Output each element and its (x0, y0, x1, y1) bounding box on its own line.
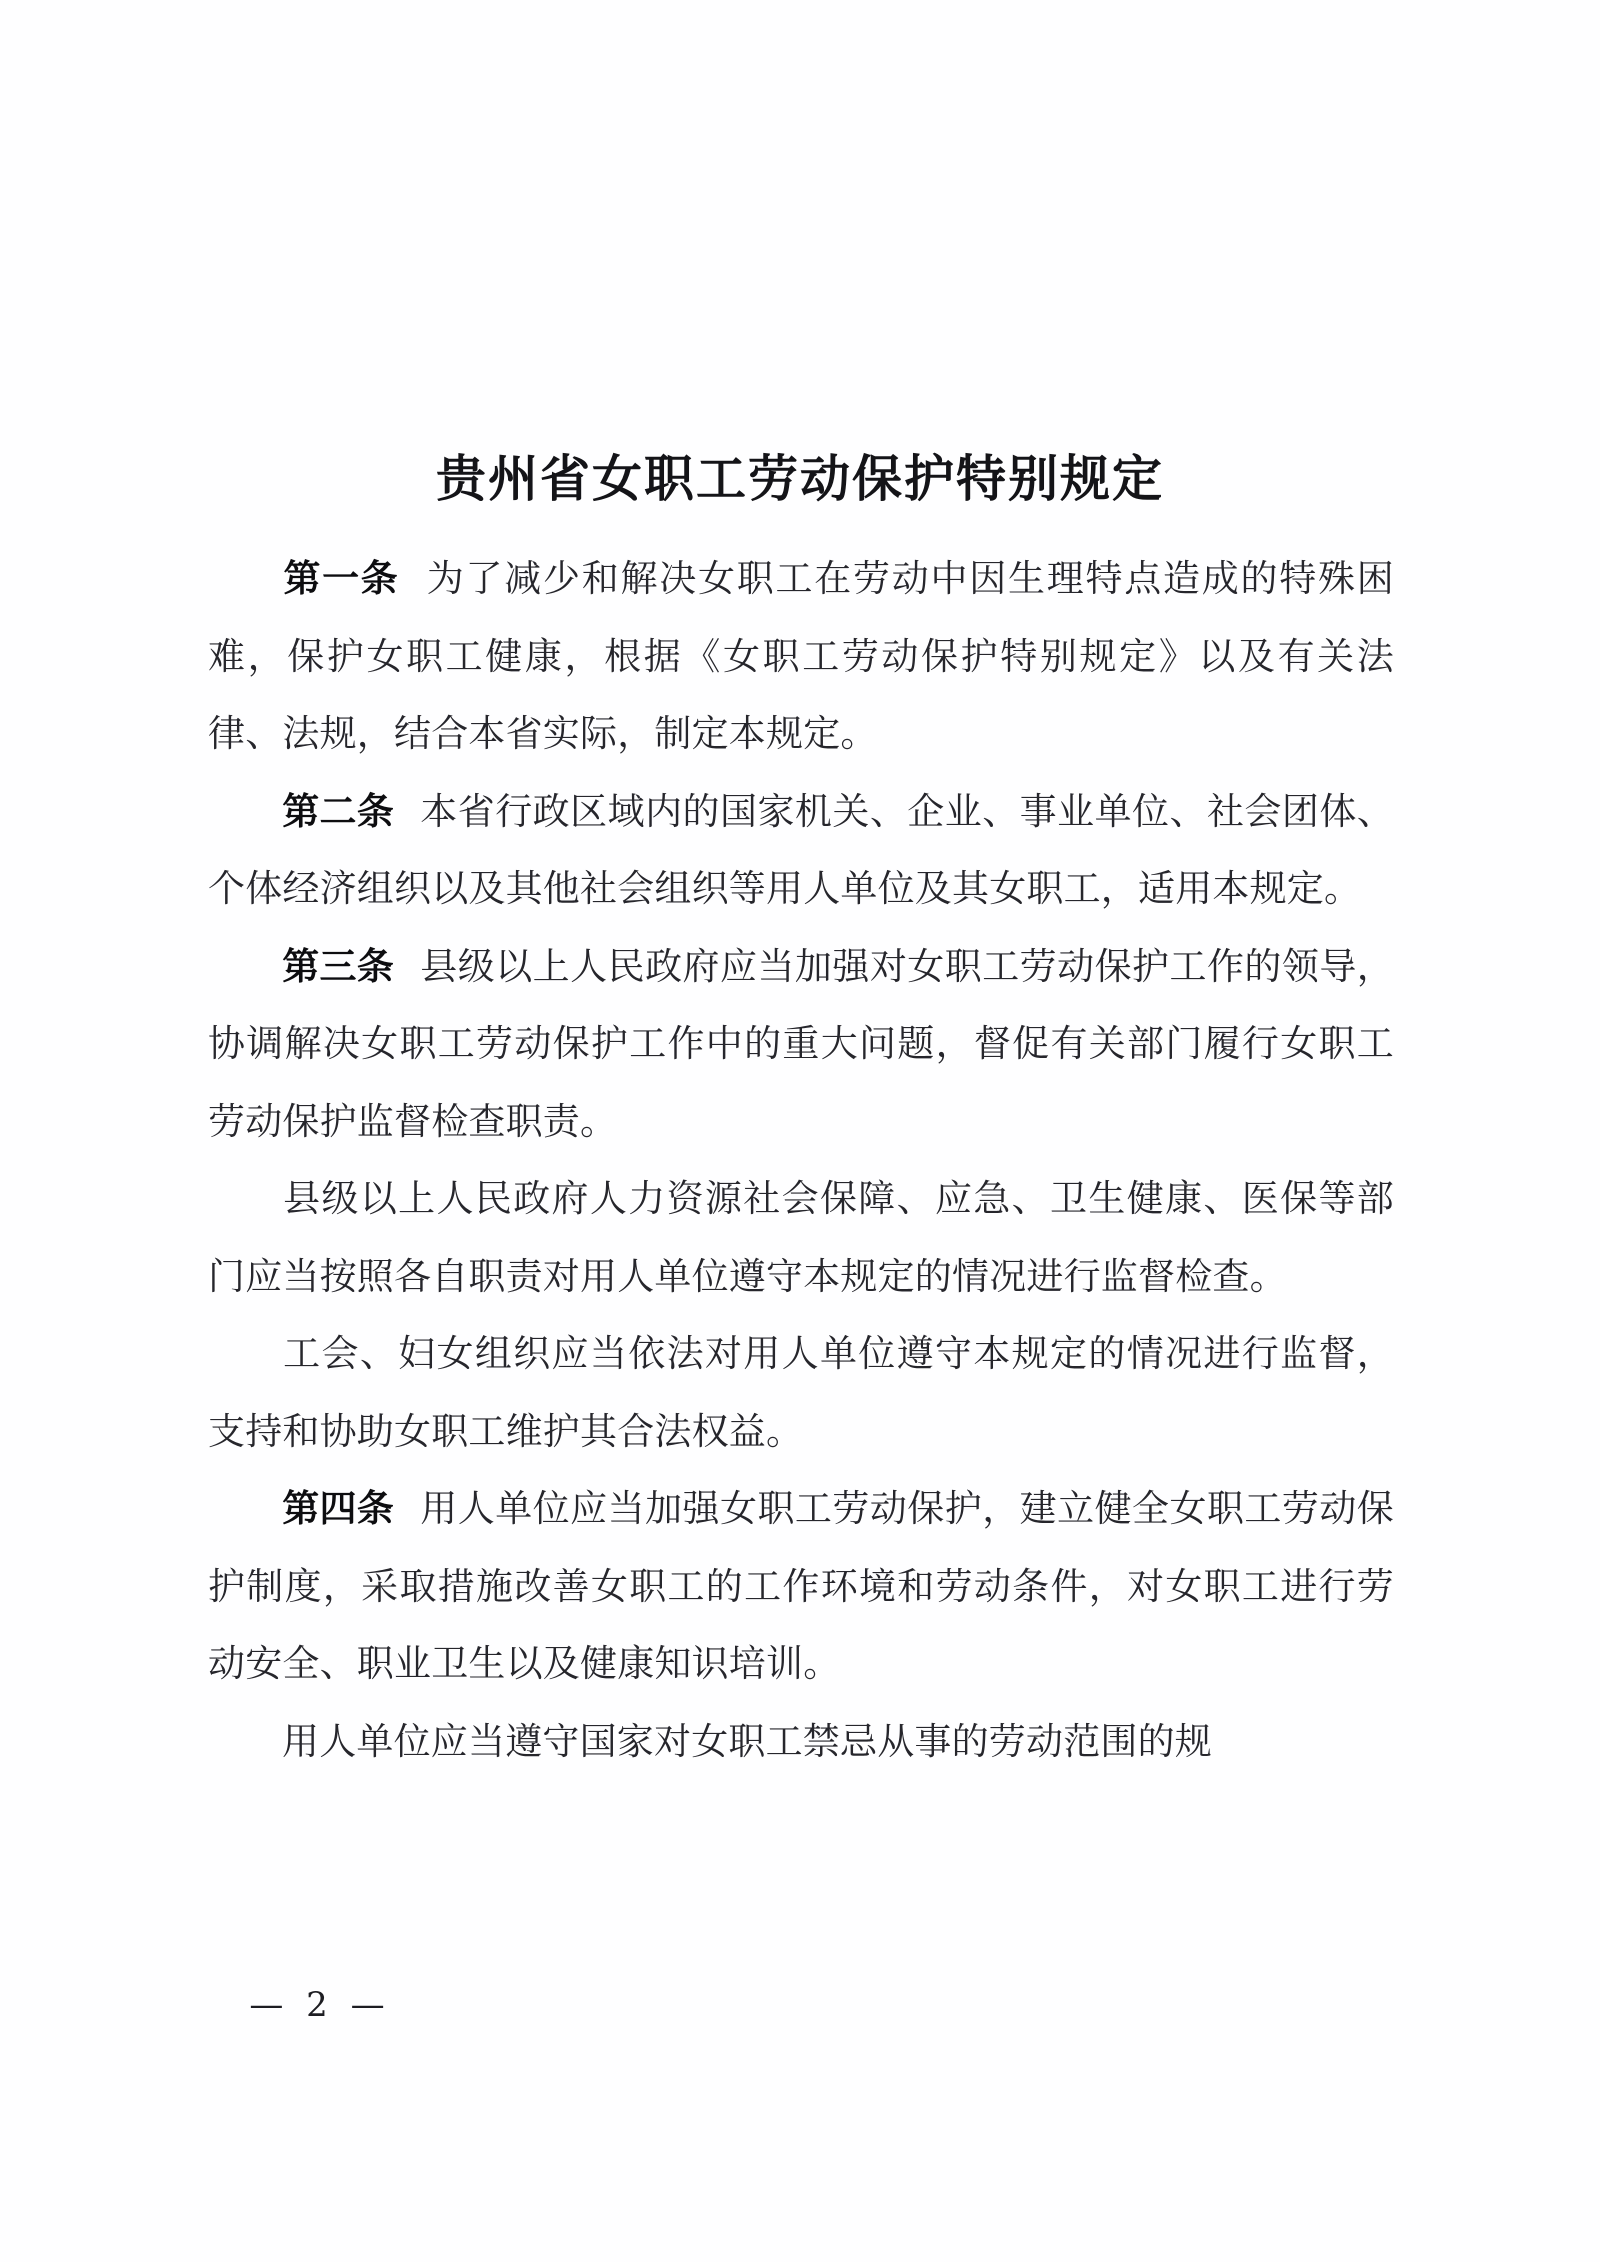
paragraph-article-3-sub-1 (208, 1160, 1394, 1315)
page-title: 贵州省女职工劳动保护特别规定 (436, 448, 1164, 508)
page-number-footer: — 2 — (249, 1985, 391, 2025)
paragraph-text: 用人单位应当加强女职工劳动保护，建立健全女职工劳动保护制度，采取措施改善女职工的工作环境和劳动条件，对女职工进行劳动安全、职业卫生以及健康知识培训。 (208, 1487, 1395, 1685)
paragraph-text: 用人单位应当遵守国家对女职工禁忌从事的劳动范围的规 (282, 1719, 1212, 1763)
paragraph-article-4 (208, 1470, 1394, 1703)
paragraph-article-3 (208, 928, 1394, 1161)
article-label: 第二条 (282, 789, 395, 833)
article-label: 第一条 (282, 557, 400, 600)
paragraph-article-1 (208, 540, 1394, 773)
paragraph-text: 县级以上人民政府人力资源社会保障、应急、卫生健康、医保等部门应当按照各自职责对用人单位遵守本规定的情况进行监督检查。 (208, 1177, 1394, 1298)
document-body (208, 540, 1394, 1780)
paragraph-text: 工会、妇女组织应当依法对用人单位遵守本规定的情况进行监督，支持和协助女职工维护其合法权益。 (208, 1332, 1394, 1453)
paragraph-text: 为了减少和解决女职工在劳动中因生理特点造成的特殊困难，保护女职工健康，根据《女职工劳动保护特别规定》以及有关法律、法规，结合本省实际，制定本规定。 (208, 557, 1395, 755)
paragraph-article-3-sub-2 (208, 1315, 1394, 1470)
article-label: 第三条 (282, 944, 395, 988)
paragraph-text: 县级以上人民政府应当加强对女职工劳动保护工作的领导，协调解决女职工劳动保护工作中的重大问题，督促有关部门履行女职工劳动保护监督检查职责。 (208, 944, 1395, 1143)
paragraph-text: 本省行政区域内的国家机关、企业、事业单位、社会团体、个体经济组织以及其他社会组织等用人单位及其女职工，适用本规定。 (208, 789, 1395, 910)
paragraph-article-4-sub-1 (208, 1703, 1394, 1781)
paragraph-article-2 (208, 773, 1394, 928)
article-label: 第四条 (282, 1487, 395, 1530)
